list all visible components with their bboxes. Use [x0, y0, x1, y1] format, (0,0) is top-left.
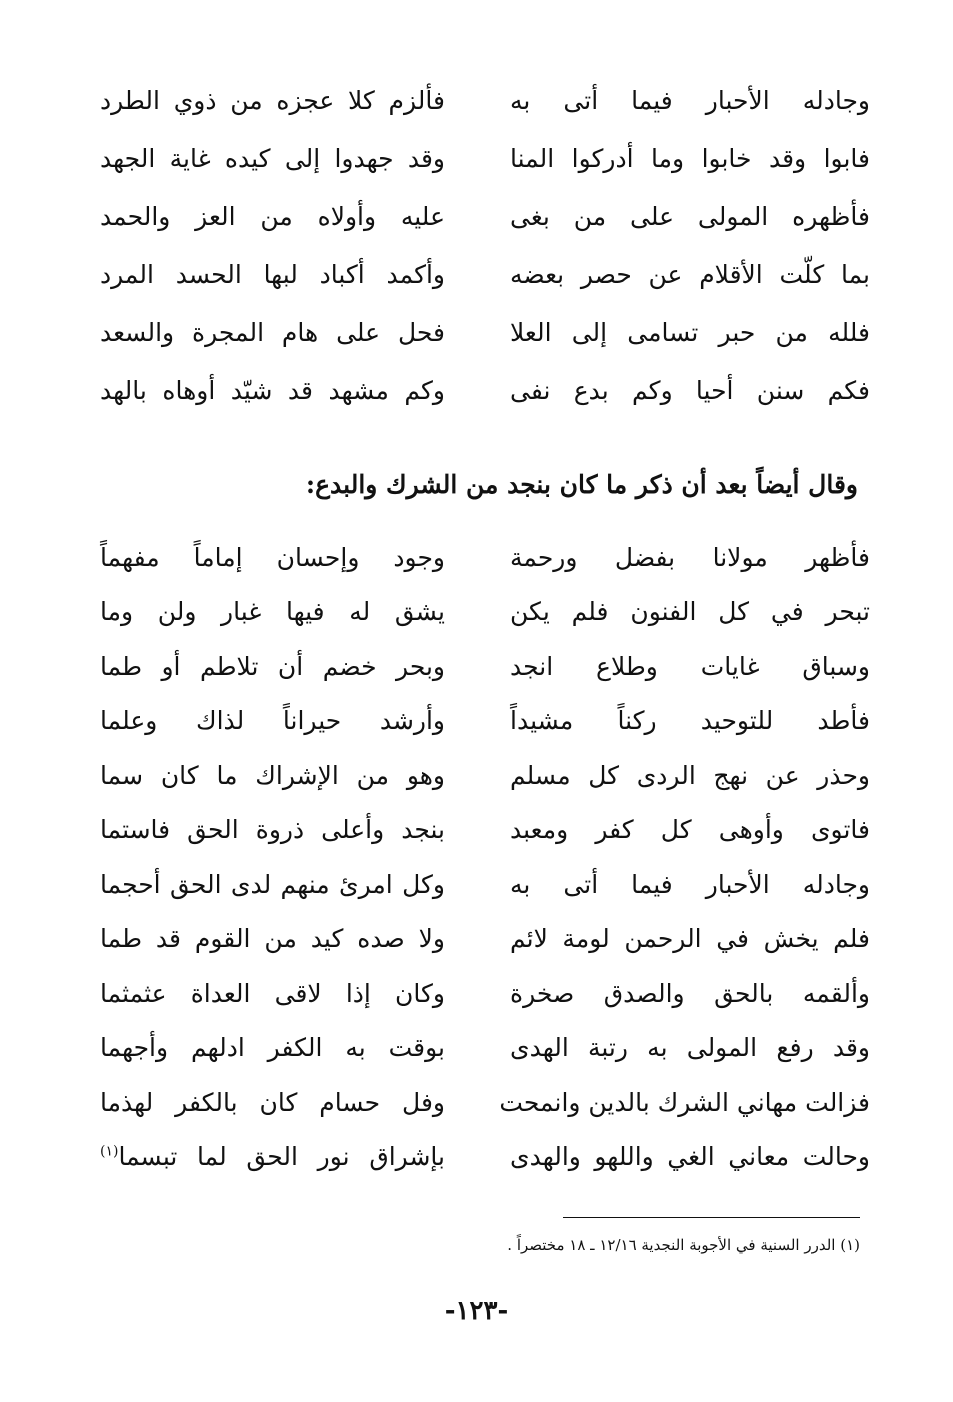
- first-hemistich: بما كلّت الأقلام عن حصر بعضه: [510, 260, 870, 290]
- second-hemistich: وبحر خضم أن تلاطم أو طما: [100, 651, 445, 681]
- second-hemistich-with-note: [100, 1143, 445, 1171]
- first-hemistich: وجادله الأحبار فيما أتى به: [510, 869, 870, 899]
- first-hemistich: فاتوى وأوهى كل كفر ومعبد: [510, 815, 870, 844]
- second-hemistich: بإشراق نور الحق لما تبسما: [118, 1142, 445, 1171]
- second-hemistich: عليه وأولاه من العز والحمد: [100, 202, 445, 232]
- verse: [100, 304, 870, 362]
- poem-section-1: [100, 72, 870, 420]
- verse: [100, 748, 870, 803]
- first-hemistich: فلم يخش في الرحمن لومة لائم: [510, 924, 870, 953]
- first-hemistich: وسباق غايات وطلاع انجد: [510, 651, 870, 681]
- second-hemistich: وأكمد أكباد لبها الحسد المرد: [100, 260, 445, 290]
- first-hemistich: تبحر في كل الفنون فلم يكن: [510, 597, 870, 626]
- first-hemistich: وحالت معاني الغي واللهو والهدى: [510, 1142, 870, 1171]
- verse: [100, 530, 870, 585]
- verse: [100, 362, 870, 420]
- second-hemistich: وجود وإحسان إماماً مفهماً: [100, 542, 445, 572]
- first-hemistich: فابوا وقد خابوا وما أدركوا المنا: [510, 144, 870, 174]
- second-hemistich: ولا صده كيد من القوم قد طما: [100, 924, 445, 953]
- verse: [100, 912, 870, 967]
- page-number: -١٢٣-: [444, 1296, 509, 1326]
- verse: [100, 639, 870, 694]
- footnote-divider: [563, 1217, 860, 1218]
- verse: [100, 130, 870, 188]
- first-hemistich: فكم سنن أحيا وكم بدع نفى: [510, 376, 870, 406]
- verse: [100, 803, 870, 858]
- second-hemistich: وقد جهدوا إلى كيده غاية الجهد: [100, 144, 445, 174]
- verse: [100, 72, 870, 130]
- first-hemistich: وجادله الأحبار فيما أتى به: [510, 86, 870, 116]
- section-heading: وقال أيضاً بعد أن ذكر ما كان بنجد من الشرك والبدع:: [305, 470, 858, 499]
- verse: [100, 857, 870, 912]
- second-hemistich: وكم مشهد قد شيّد أوهاه بالهد: [100, 376, 445, 406]
- poem-section-2: [100, 530, 870, 1184]
- second-hemistich: بوقت به الكفر ادلهم وأجهما: [100, 1033, 445, 1062]
- second-hemistich: فألزم كلا عجزه من ذوي الطرد: [100, 86, 445, 116]
- verse: [100, 694, 870, 749]
- first-hemistich: فزالت مهاني الشرك بالدين وانمحت: [499, 1087, 870, 1117]
- second-hemistich: وهو من الإشراك ما كان سما: [100, 760, 445, 790]
- first-hemistich: وحذر عن نهج الردى كل مسلم: [510, 760, 870, 790]
- footnote: (١) الدرر السنية في الأجوبة النجدية ١٢/١٦ ـ ١٨ مختصراً .: [507, 1236, 860, 1254]
- first-hemistich: فأظهره المولى على من بغى: [510, 202, 870, 232]
- verse: [100, 246, 870, 304]
- verse: [100, 188, 870, 246]
- verse: [100, 966, 870, 1021]
- footnote-marker: (١): [100, 1143, 119, 1160]
- first-hemistich: فأظهر مولانا بفضل ورحمة: [510, 542, 870, 572]
- first-hemistich: وألقمه بالحق والصدق صخرة: [510, 978, 870, 1008]
- first-hemistich: فلله من حبر تسامى إلى العلا: [510, 318, 870, 348]
- verse: [100, 1075, 870, 1130]
- second-hemistich: وكان إذا لاقى العداة عثمثما: [100, 978, 445, 1008]
- first-hemistich: فأطد للتوحيد ركناً مشيداً: [510, 706, 870, 735]
- second-hemistich: وكل امرئ منهم لدى الحق أحجما: [100, 869, 445, 899]
- second-hemistich: وأرشد حيراناً لذاك وعلما: [100, 706, 445, 735]
- verse: [100, 585, 870, 640]
- verse: [100, 1021, 870, 1076]
- second-hemistich: بنجد وأعلى ذروة الحق فاستما: [100, 815, 445, 844]
- second-hemistich: يشق له فيها غبار ولن وما: [100, 597, 445, 626]
- second-hemistich: وفل حسام كان بالكفر لهذما: [100, 1087, 445, 1117]
- first-hemistich: وقد رفع المولى به رتبة الهدى: [510, 1033, 870, 1062]
- second-hemistich: فحل على هام المجرة والسعد: [100, 318, 445, 348]
- verse: [100, 1130, 870, 1185]
